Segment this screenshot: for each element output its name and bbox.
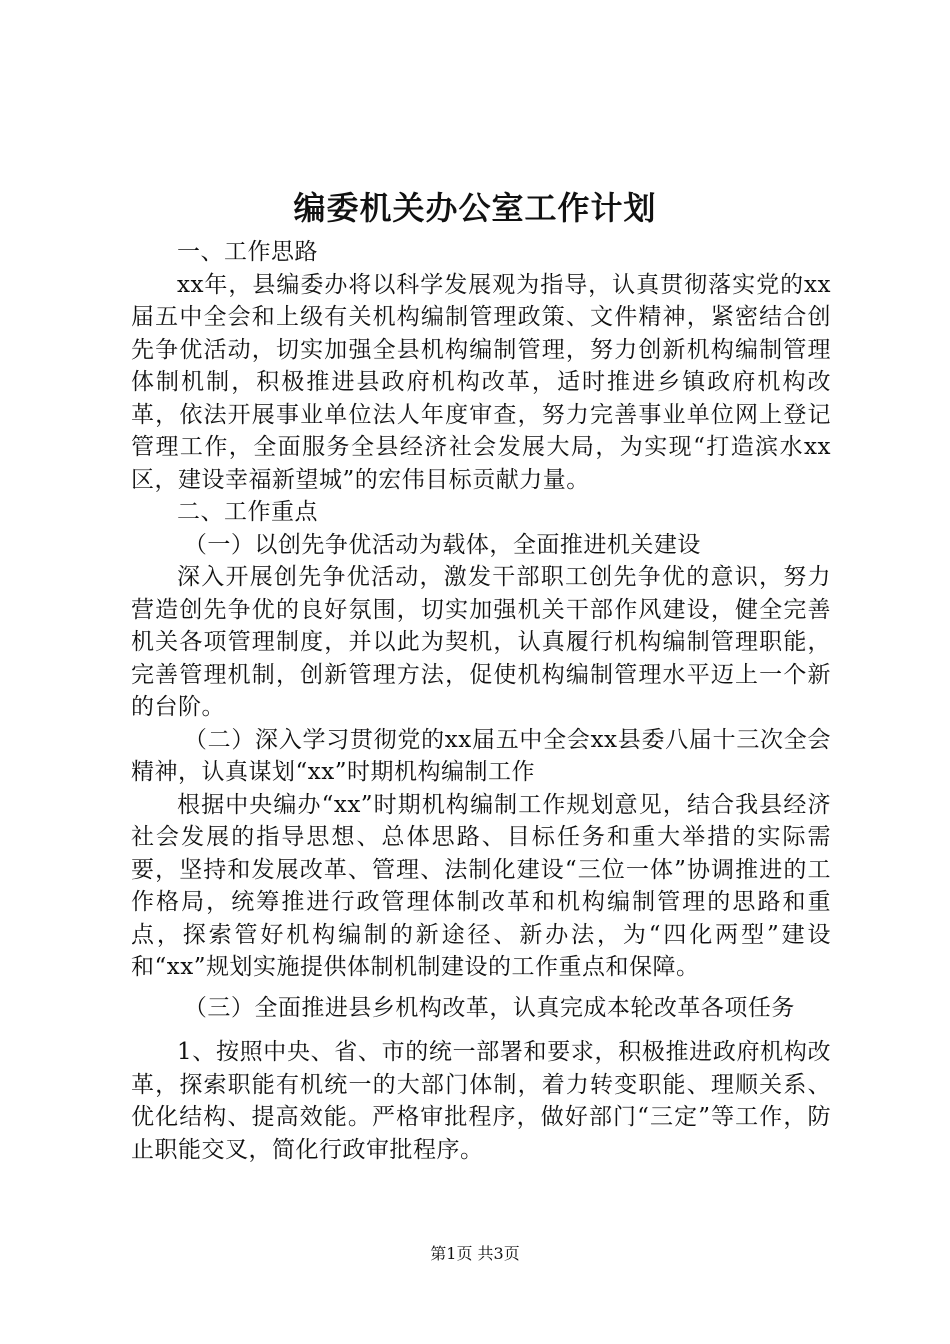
paragraph: 根据中央编办“xx”时期机构编制工作规划意见，结合我县经济社会发展的指导思想、总体思路、目标任务和重大举措的实际需要，坚持和发展改革、管理、法制化建设“三位一体”协调推进的工作格局，统筹推进行政管理体制改革和机构编制管理的思路和重点，探索管好机构编制的新途径、新办法，为“四化两型”建设和“xx”规划实施提供体制机制建设的工作重点和保障。 xyxy=(131,791,831,980)
paragraph: 1、按照中央、省、市的统一部署和要求，积极推进政府机构改革，探索职能有机统一的大部门体制，着力转变职能、理顺关系、优化结构、提高效能。严格审批程序，做好部门“三定”等工作，防止职能交叉，简化行政审批程序。 xyxy=(131,1039,831,1163)
document-body xyxy=(131,236,831,1166)
paragraph: xx年，县编委办将以科学发展观为指导，认真贯彻落实党的xx届五中全会和上级有关机构编制管理政策、文件精神，紧密结合创先争优活动，切实加强全县机构编制管理，努力创新机构编制管理体制机制，积极推进县政府机构改革，适时推进乡镇政府机构改革，依法开展事业单位法人年度审查，努力完善事业单位网上登记管理工作，全面服务全县经济社会发展大局，为实现“打造滨水xx区，建设幸福新望城”的宏伟目标贡献力量。 xyxy=(131,271,831,493)
subsection-heading-1: （一）以创先争优活动为载体，全面推进机关建设 xyxy=(183,531,701,558)
section-heading-1: 一、工作思路 xyxy=(177,239,318,265)
subsection-heading-3: （三）全面推进县乡机构改革，认真完成本轮改革各项任务 xyxy=(183,994,795,1021)
document-title: 编委机关办公室工作计划 xyxy=(293,189,657,227)
page-number: 第1页 共3页 xyxy=(430,1244,520,1263)
section-heading-2: 二、工作重点 xyxy=(177,499,318,525)
paragraph: 深入开展创先争优活动，激发干部职工创先争优的意识，努力营造创先争优的良好氛围，切实加强机关干部作风建设，健全完善机关各项管理制度，并以此为契机，认真履行机构编制管理职能，完善管理机制，创新管理方法，促使机构编制管理水平迈上一个新的台阶。 xyxy=(131,564,831,720)
subsection-heading-2: （二）深入学习贯彻党的xx届五中全会xx县委八届十三次全会精神，认真谋划“xx”时期机构编制工作 xyxy=(131,726,831,785)
